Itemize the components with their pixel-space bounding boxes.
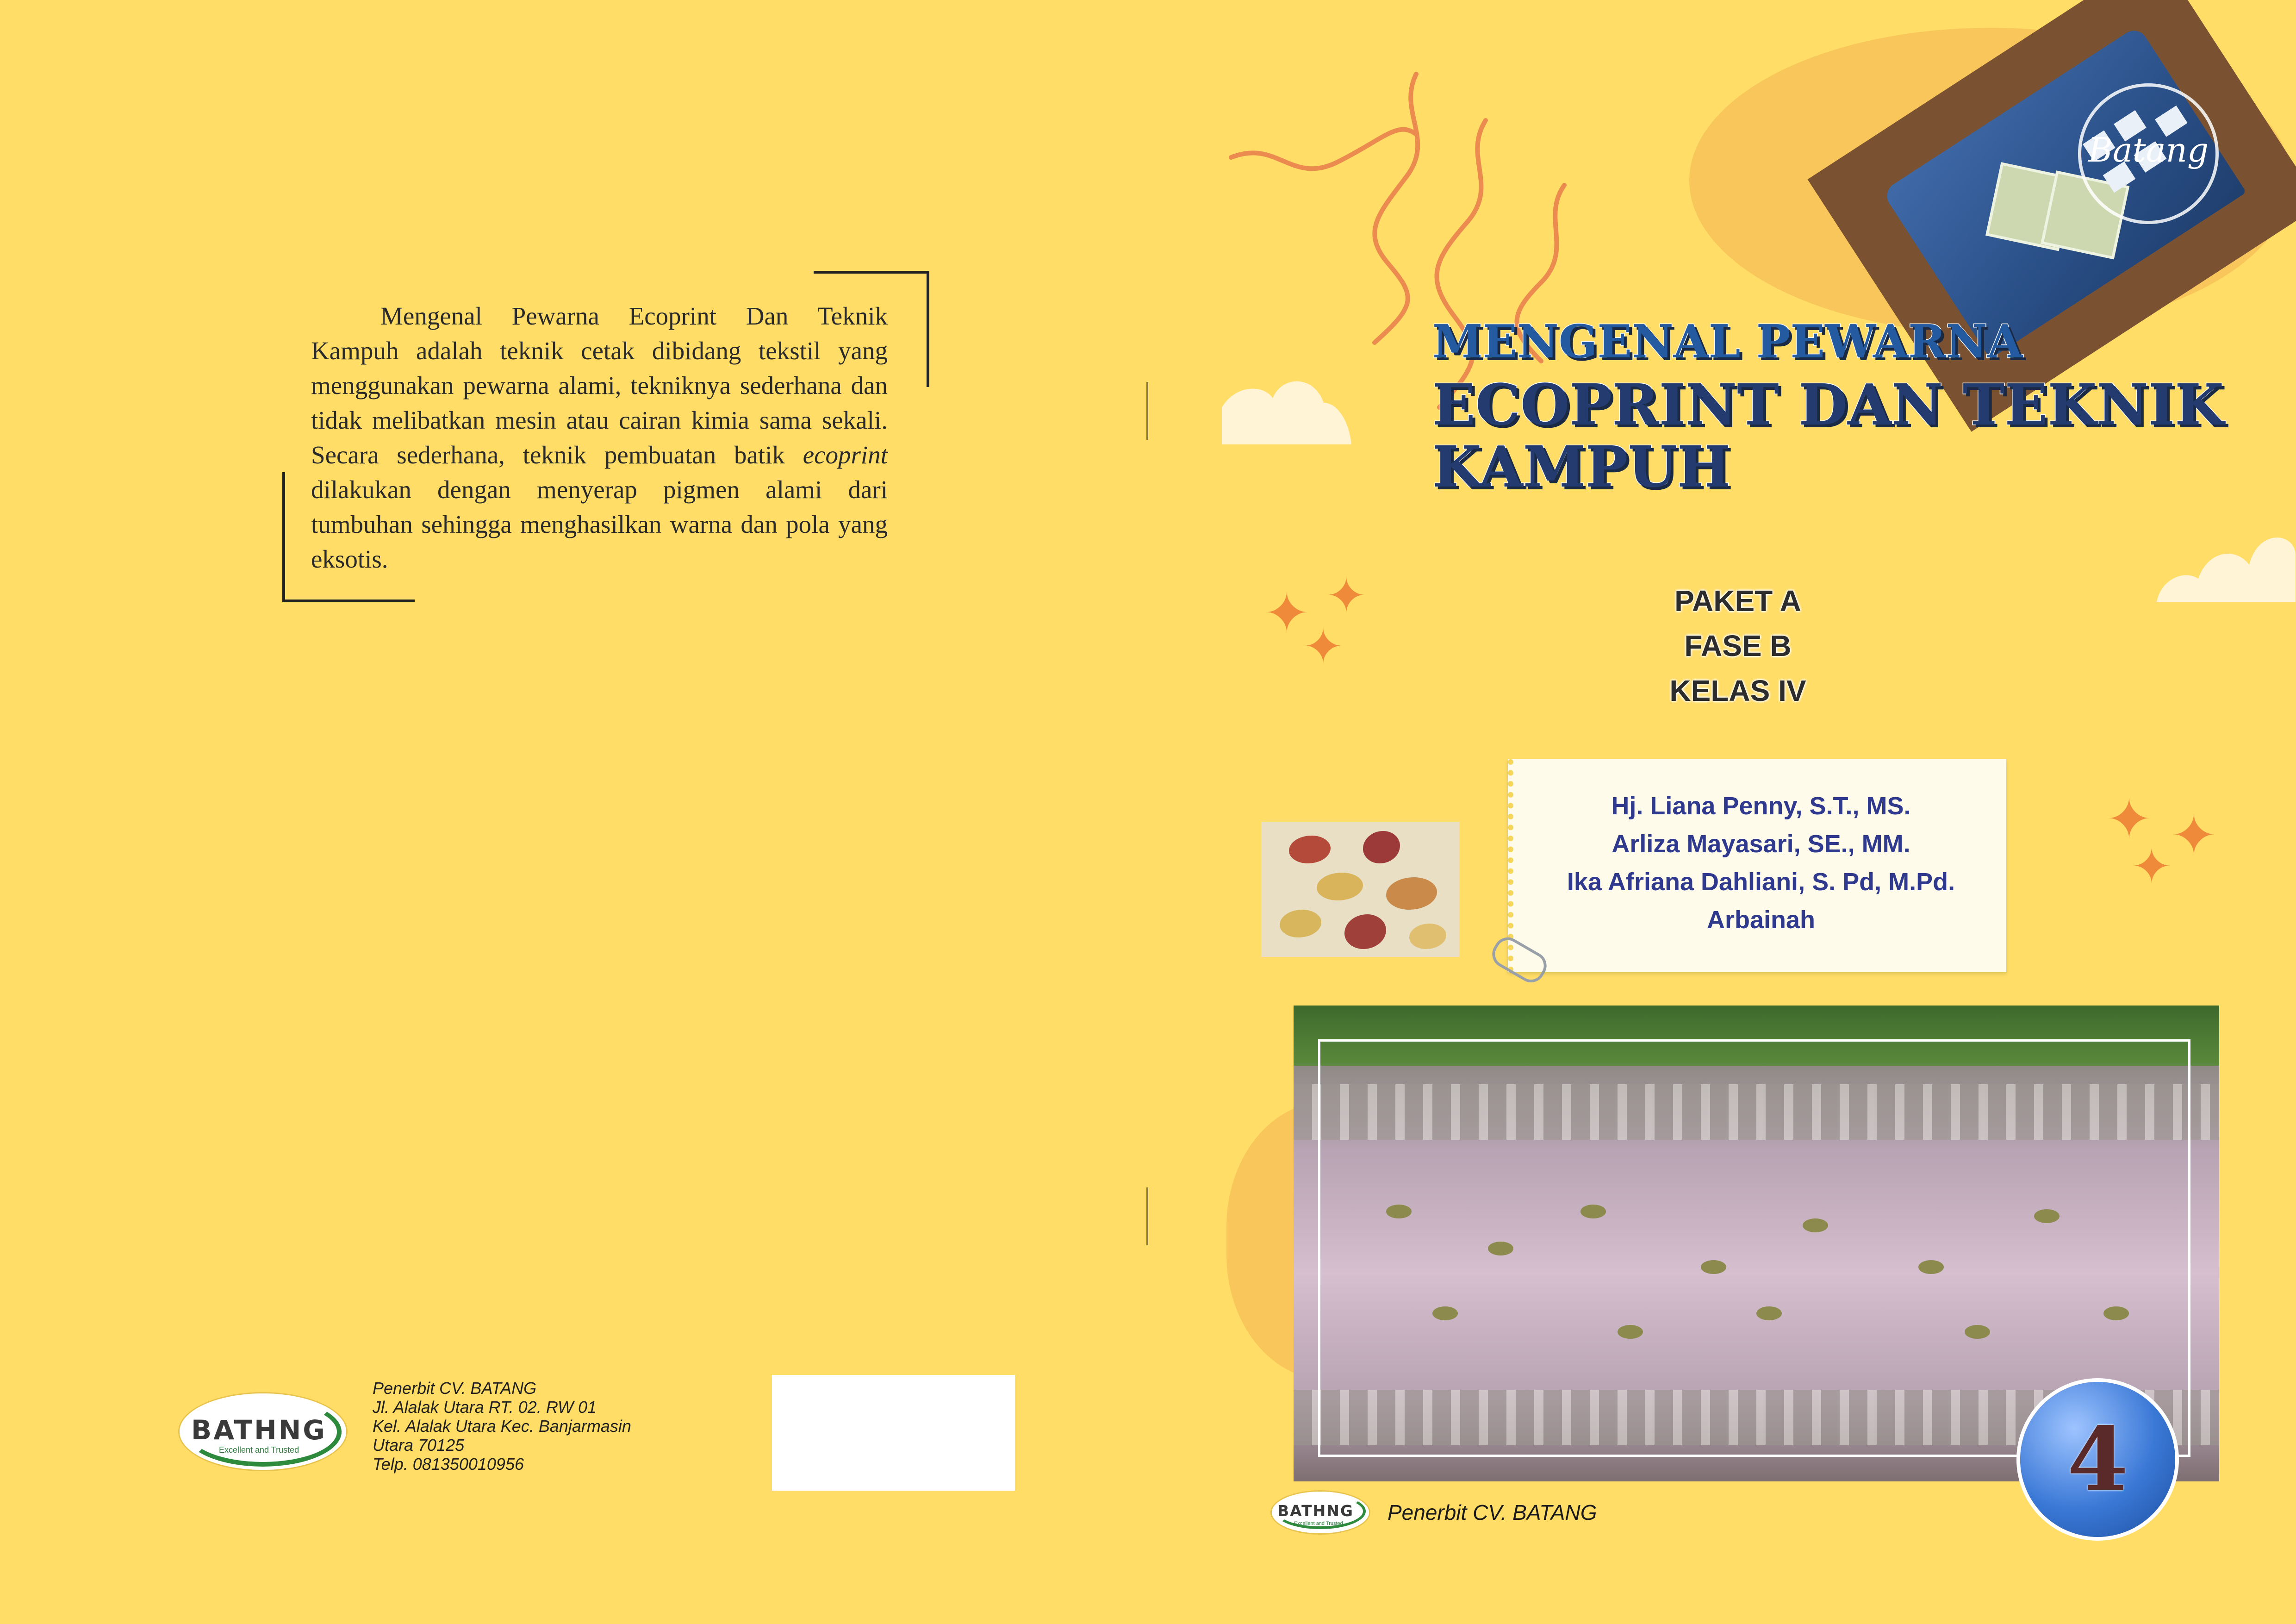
paket-label: PAKET A	[1674, 584, 1801, 618]
authors-list	[1523, 787, 1999, 939]
photo-leaf-print	[1261, 822, 1459, 957]
batang-stamp	[2078, 83, 2219, 224]
sparkle-icon: ✦	[2131, 840, 2172, 894]
book-title	[1432, 315, 2224, 500]
address-line: Jl. Alalak Utara RT. 02. RW 01	[373, 1398, 597, 1417]
address-line: Kel. Alalak Utara Kec. Banjarmasin	[373, 1417, 631, 1436]
leaf-print	[1344, 914, 1386, 949]
publisher-name-front: Penerbit CV. BATANG	[1388, 1500, 1597, 1524]
title-line-2: ECOPRINT DAN TEKNIK	[1432, 371, 2224, 438]
grade-number: 4	[2067, 1408, 2128, 1511]
leaf-print	[1289, 836, 1331, 863]
cloud-icon	[1222, 356, 1351, 444]
address-line: Telp. 081350010956	[373, 1455, 524, 1474]
logo-tagline: Excellent and Trusted	[219, 1445, 299, 1455]
blurb-italic-term: ecoprint	[803, 441, 888, 469]
spine-mark-bottom	[1146, 1187, 1148, 1245]
logo-wordmark: BATHNG	[1277, 1502, 1354, 1520]
squiggle-line	[1375, 74, 1418, 343]
fase-label: FASE B	[1684, 629, 1792, 662]
leaf-print	[1363, 831, 1400, 863]
stamp-text: Batang	[2088, 131, 2209, 169]
sparkle-icon: ✦	[2106, 788, 2153, 850]
level-info	[1550, 579, 1925, 713]
author-name: Ika Afriana Dahliani, S. Pd, M.Pd.	[1567, 868, 1955, 896]
leaf-print	[1280, 910, 1321, 937]
author-name: Arliza Mayasari, SE., MM.	[1612, 830, 1910, 858]
author-name: Arbainah	[1706, 906, 1816, 934]
back-cover-blurb	[311, 299, 888, 576]
kelas-label: KELAS IV	[1669, 674, 1806, 707]
sparkle-icon: ✦	[1326, 569, 1367, 623]
author-name: Hj. Liana Penny, S.T., MS.	[1611, 792, 1911, 820]
logo-wordmark: BATHNG	[191, 1414, 327, 1446]
publisher-address	[373, 1379, 631, 1474]
leaf-print	[1317, 873, 1363, 900]
leaf-print	[1386, 877, 1437, 910]
title-line-1: MENGENAL PEWARNA	[1432, 315, 2023, 369]
leaf-print	[1409, 924, 1446, 949]
sparkle-icon: ✦	[1303, 620, 1344, 674]
address-line: Penerbit CV. BATANG	[373, 1379, 537, 1398]
blurb-text-1: Mengenal Pewarna Ecoprint Dan Teknik Kampuh adalah teknik cetak dibidang tekstil yang menggunakan pewarna alami, tekniknya sederhana dan tidak melibatkan mesin atau cairan kimia sama sekali. Secara sederhana, teknik pembuatan batik	[311, 302, 888, 469]
address-line: Utara 70125	[373, 1436, 465, 1455]
blurb-text-2: dilakukan dengan menyerap pigmen alami dari tumbuhan sehingga menghasilkan warna dan pola yang eksotis.	[311, 475, 888, 573]
publisher-logo-front	[1272, 1492, 1369, 1533]
barcode-placeholder	[772, 1375, 1015, 1491]
publisher-logo-back	[180, 1393, 346, 1470]
squiggle-line	[1231, 130, 1416, 169]
sparkle-icon: ✦	[1263, 582, 1310, 644]
cloud-icon	[2157, 509, 2296, 602]
spine-mark-top	[1146, 382, 1148, 440]
logo-tagline: Excellent and Trusted	[1294, 1521, 1343, 1526]
grade-badge	[2020, 1382, 2175, 1537]
sparkle-icon: ✦	[2171, 805, 2217, 867]
title-line-3: KAMPUH	[1432, 433, 1731, 500]
